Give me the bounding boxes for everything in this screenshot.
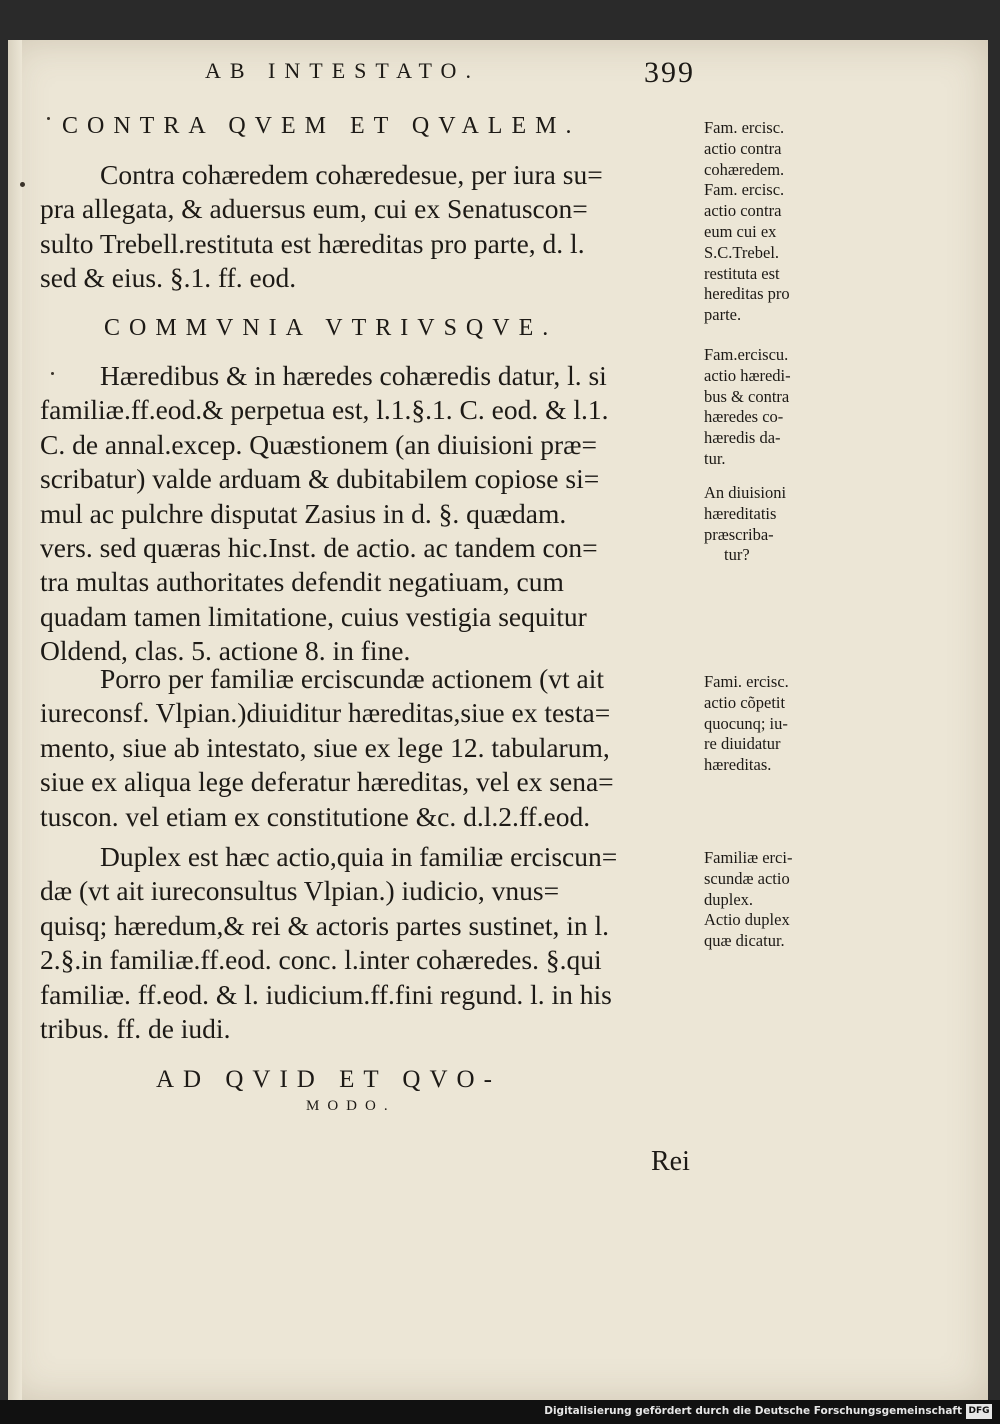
text-line: siue ex aliqua lege deferatur hæreditas, vel ex sena=	[40, 766, 614, 798]
text-line: pra allegata, & aduersus eum, cui ex Senatuscon=	[40, 193, 588, 225]
section-heading-contra: CONTRA QVEM ET QVALEM.	[62, 113, 581, 139]
margin-line: duplex.	[704, 889, 754, 909]
margin-line: An diuisioni	[704, 483, 787, 502]
margin-line: Fami. ercisc.	[704, 672, 789, 691]
section-heading-modo: MODO.	[306, 1098, 396, 1114]
paragraph-1	[40, 158, 695, 296]
text-line: mento, siue ab intestato, siue ex lege 12. tabularum,	[40, 731, 610, 763]
paper-speck	[47, 117, 50, 120]
text-line: Porro per familiæ erciscundæ actionem (vt ait	[100, 663, 605, 694]
margin-line: Fam. ercisc.	[704, 180, 785, 200]
footer-credit: Digitalisierung gefördert durch die Deutsche Forschungsgemeinschaft	[544, 1405, 962, 1417]
margin-line: actio cõpetit	[704, 692, 786, 712]
text-line: C. de annal.excep. Quæstionem (an diuisioni præ=	[40, 428, 598, 460]
text-line: vers. sed quæras hic.Inst. de actio. ac tandem con=	[40, 531, 598, 563]
margin-line: Fam. ercisc.	[704, 118, 785, 137]
text-line: Duplex est hæc actio,quia in familiæ erciscun=	[100, 841, 618, 872]
text-line: dæ (vt ait iureconsultus Vlpian.) iudicio, vnus=	[40, 875, 560, 907]
section-heading-ad-quid: AD QVID ET QVO-	[156, 1066, 501, 1093]
margin-line: restituta est	[704, 263, 780, 283]
text-line: quadam tamen limitatione, cuius vestigia sequitur	[40, 600, 587, 632]
margin-line: actio contra	[704, 138, 782, 158]
text-line: scribatur) valde arduam & dubitabilem copiose si=	[40, 463, 600, 495]
marginal-note-2	[704, 345, 834, 470]
text-line: tribus. ff. de iudi.	[40, 1012, 231, 1044]
text-line: familiæ. ff.eod. & l. iudicium.ff.fini regund. l. in his	[40, 978, 612, 1010]
text-line: Contra cohæredem cohæredesue, per iura su=	[100, 159, 603, 190]
text-line: tuscon. vel etiam ex constitutione &c. d.l.2.ff.eod.	[40, 800, 591, 832]
paper-speck	[20, 182, 25, 187]
margin-line: hæredis da-	[704, 428, 781, 448]
margin-line: Familiæ erci-	[704, 848, 793, 867]
margin-line: hæredes co-	[704, 407, 784, 427]
margin-line: parte.	[704, 305, 742, 325]
paragraph-4	[40, 840, 695, 1046]
margin-line: præscriba-	[704, 524, 774, 544]
margin-line: actio hæredi-	[704, 365, 791, 385]
margin-line: bus & contra	[704, 386, 790, 406]
margin-line: tur.	[704, 448, 726, 468]
text-line: sulto Trebell.restituta est hæreditas pro parte, d. l.	[40, 227, 585, 259]
marginal-note-4	[704, 672, 834, 776]
margin-line: hæreditatis	[704, 503, 777, 523]
section-heading-communia: COMMVNIA VTRIVSQVE.	[104, 315, 558, 341]
margin-line: S.C.Trebel.	[704, 242, 780, 262]
margin-line: Actio duplex	[704, 910, 790, 930]
text-line: 2.§.in familiæ.ff.eod. conc. l.inter cohæredes. §.qui	[40, 944, 602, 976]
catchword: Rei	[651, 1146, 690, 1177]
text-line: iureconsf. Vlpian.)diuiditur hæreditas,siue ex testa=	[40, 697, 611, 729]
page-number: 399	[644, 56, 695, 89]
margin-line: quocunq; iu-	[704, 713, 788, 733]
paragraph-3	[40, 662, 695, 834]
page-gutter	[8, 40, 22, 1400]
margin-line: scundæ actio	[704, 868, 790, 888]
text-line: sed & eius. §.1. ff. eod.	[40, 262, 297, 294]
margin-line: quæ dicatur.	[704, 931, 785, 951]
margin-line: actio contra	[704, 201, 782, 221]
margin-line: tur?	[724, 545, 750, 565]
marginal-note-1	[704, 118, 834, 326]
margin-line: cohæredem.	[704, 159, 785, 179]
text-line: familiæ.ff.eod.& perpetua est, l.1.§.1. C. eod. & l.1.	[40, 394, 609, 426]
marginal-note-3	[704, 483, 834, 566]
margin-line: hæreditas.	[704, 755, 772, 775]
text-line: tra multas authoritates defendit negatiuam, cum	[40, 566, 564, 598]
margin-line: Fam.erciscu.	[704, 345, 789, 364]
marginal-note-5	[704, 848, 834, 952]
text-line: mul ac pulchre disputat Zasius in d. §. quædam.	[40, 497, 567, 529]
running-head: AB INTESTATO.	[205, 58, 480, 83]
text-line: quisq; hæredum,& rei & actoris partes sustinet, in l.	[40, 909, 610, 941]
text-line: Hæredibus & in hæredes cohæredis datur, l. si	[100, 360, 607, 391]
margin-line: re diuidatur	[704, 734, 781, 754]
margin-line: hereditas pro	[704, 284, 790, 304]
dfg-logo-icon: DFG	[966, 1404, 992, 1419]
paragraph-2	[40, 359, 695, 669]
text-line: Oldend, clas. 5. actione 8. in fine.	[40, 635, 411, 667]
margin-line: eum cui ex	[704, 221, 777, 241]
